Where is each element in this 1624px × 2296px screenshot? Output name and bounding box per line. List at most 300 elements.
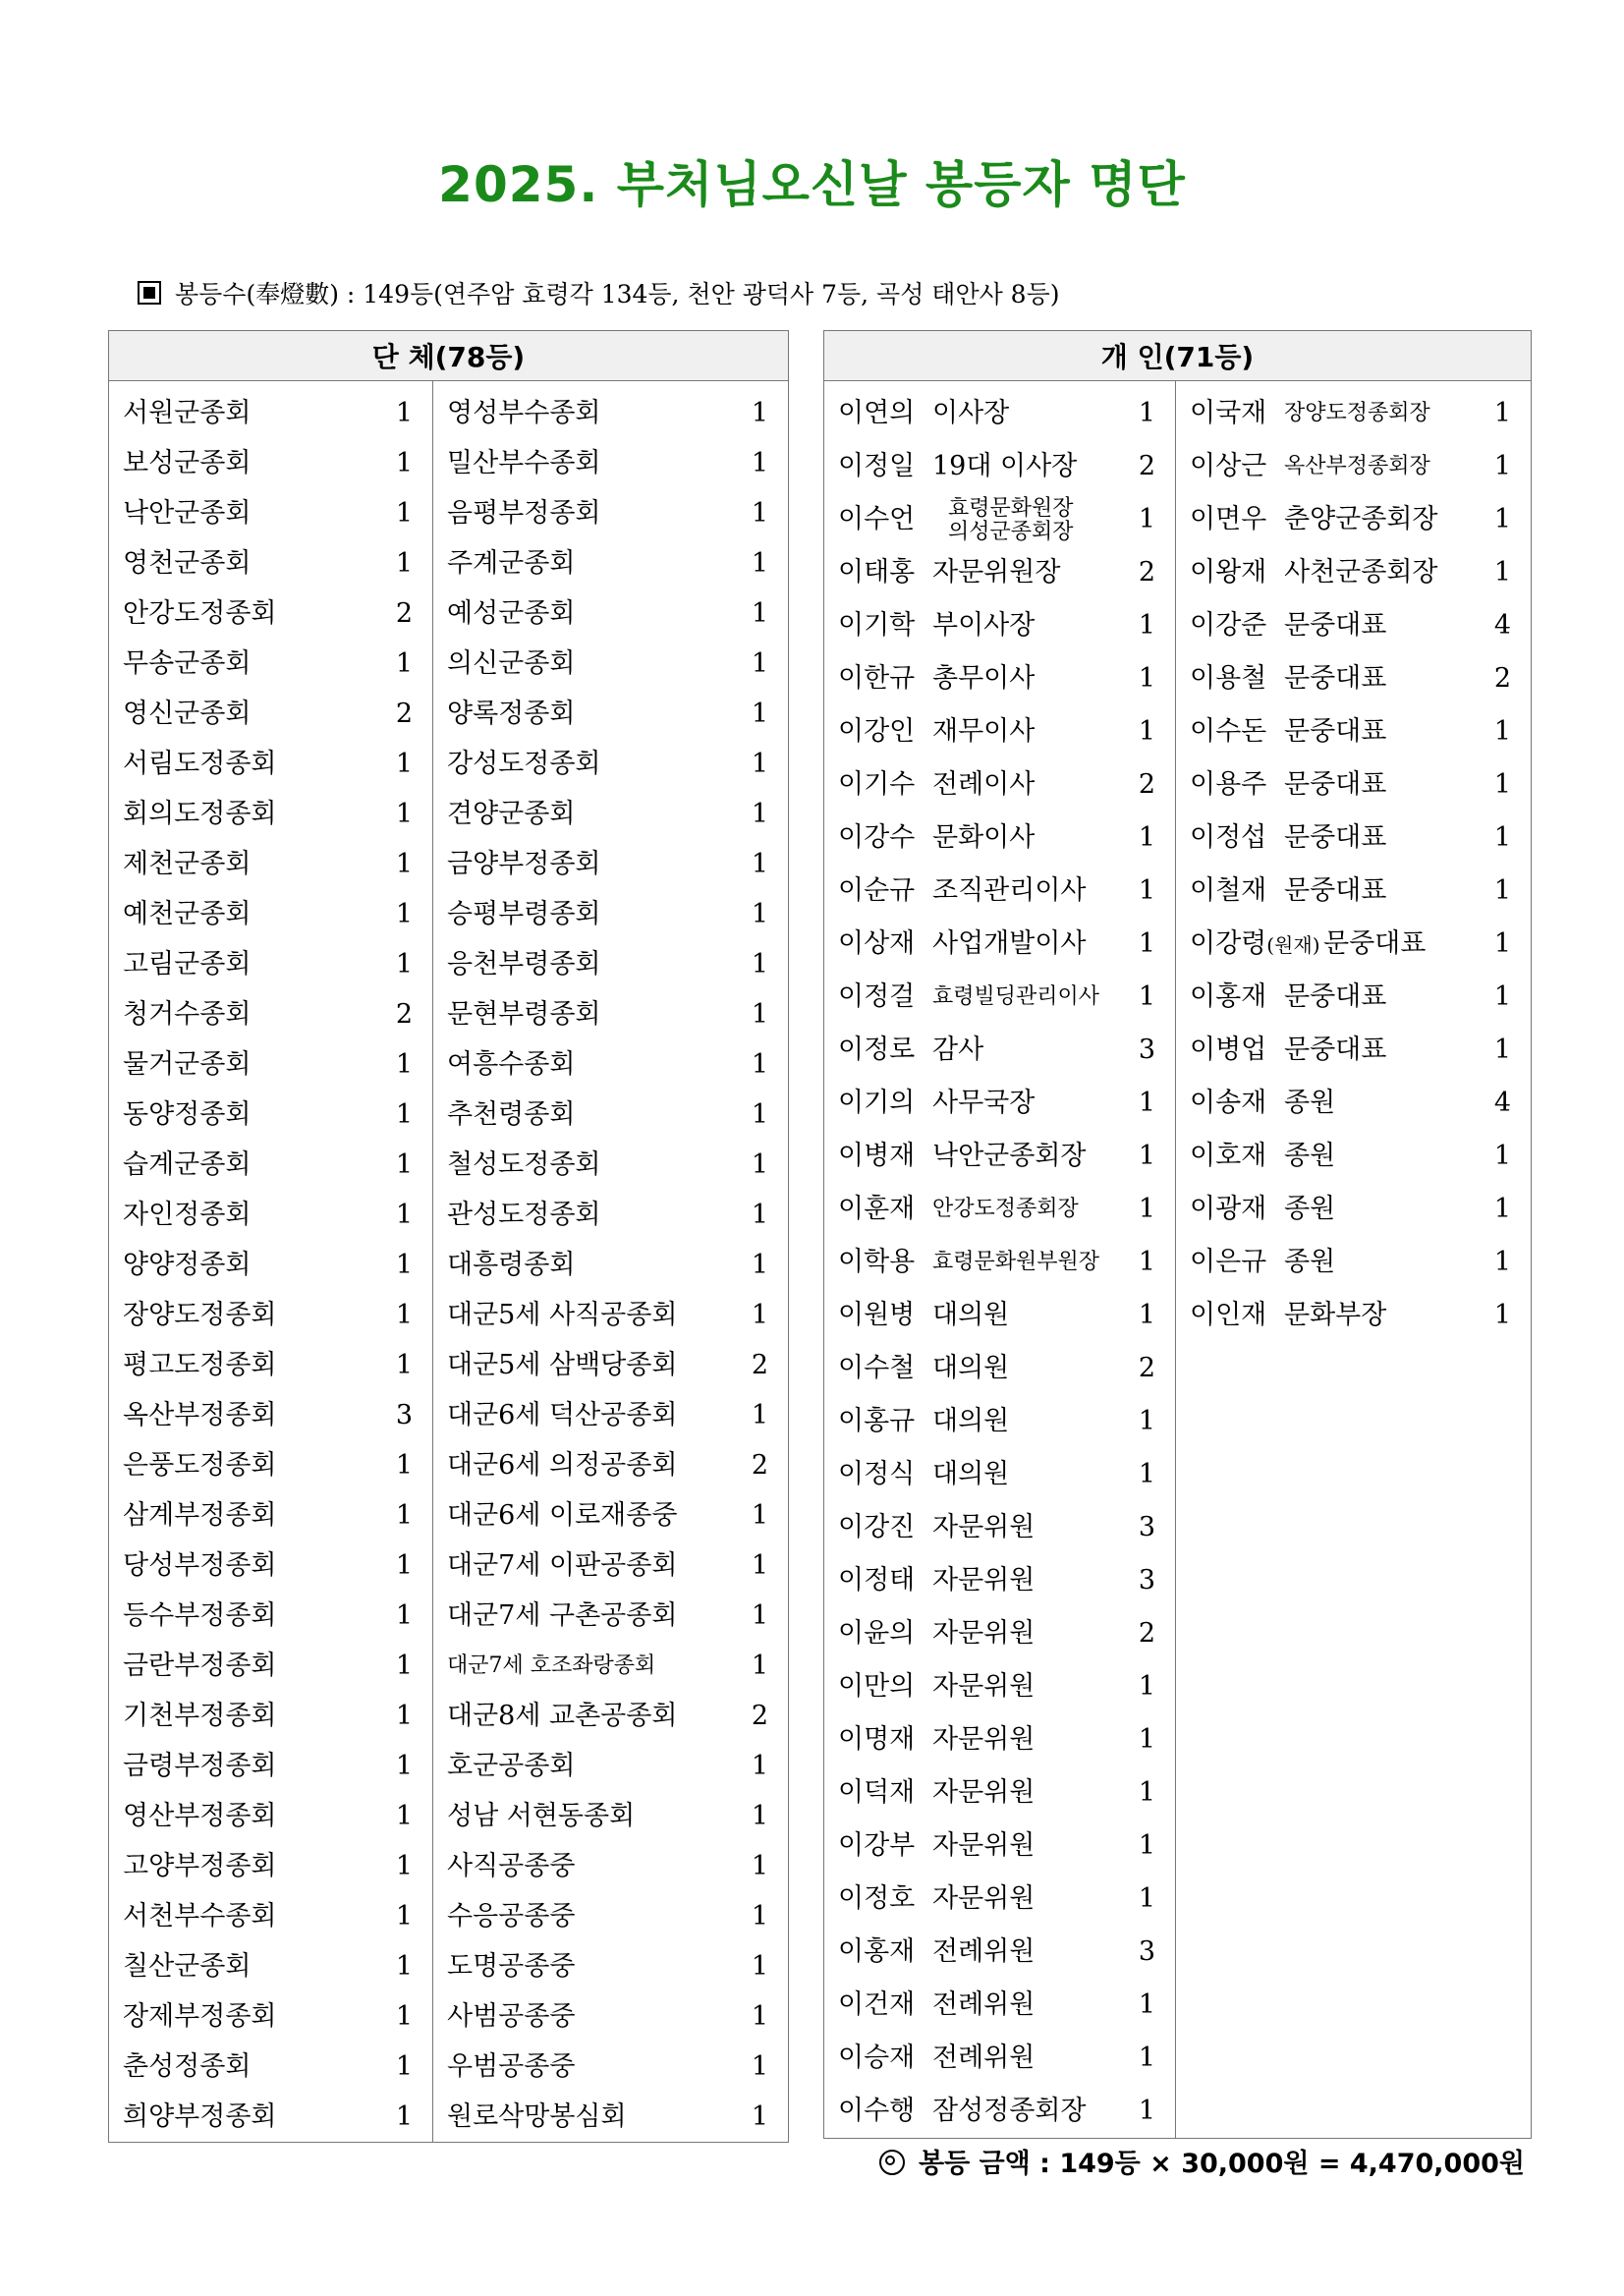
person-title: 문중대표 (1284, 875, 1387, 906)
lantern-count: 1 (395, 1751, 413, 1781)
group-row (109, 1841, 432, 1891)
person-title: 전례위원 (932, 1989, 1036, 2020)
lantern-count: 1 (751, 448, 769, 478)
group-name: 철성도정종회 (447, 1149, 601, 1180)
group-name: 대흥령종회 (447, 1250, 576, 1280)
lantern-count: 1 (395, 1250, 413, 1280)
person-title: 사천군종회장 (1284, 557, 1438, 588)
person-name: 이윤의 (838, 1618, 916, 1649)
lantern-count: 1 (751, 999, 769, 1030)
group-row (109, 1390, 432, 1440)
person-name: 이광재 (1190, 1194, 1267, 1224)
group-row (433, 989, 788, 1039)
individual-row (1176, 546, 1531, 599)
group-row (433, 1941, 788, 1991)
group-row (109, 1340, 432, 1390)
group-name: 서원군종회 (123, 398, 252, 428)
group-row (109, 1891, 432, 1941)
individual-row (824, 1820, 1175, 1873)
person-name: 이순규 (838, 875, 916, 906)
lantern-count: 1 (751, 1250, 769, 1280)
group-name: 금양부정종회 (447, 849, 601, 879)
lantern-count: 1 (1138, 928, 1155, 959)
group-row (109, 1440, 432, 1490)
group-row (433, 789, 788, 839)
lantern-count: 1 (751, 1901, 769, 1932)
lantern-count: 1 (1493, 1300, 1512, 1330)
person-title: 문중대표 (1284, 663, 1387, 694)
lantern-count: 1 (395, 1651, 413, 1681)
person-title: 장양도정종회장 (1284, 401, 1430, 425)
lantern-count: 3 (1138, 1512, 1155, 1542)
total-amount-text: 봉등 금액 : 149등 × 30,000원 = 4,470,000원 (919, 2149, 1525, 2179)
lantern-count: 1 (395, 1701, 413, 1731)
group-name: 삼계부정종회 (123, 1500, 277, 1531)
page-title: 2025. 부처님오신날 봉등자 명단 (438, 156, 1186, 213)
group-row (433, 438, 788, 488)
lantern-count: 1 (1493, 822, 1512, 853)
individual-row (1176, 812, 1531, 865)
group-row (109, 1540, 432, 1591)
group-row (109, 1140, 432, 1190)
individual-column-2 (1176, 381, 1532, 2139)
lantern-count: 1 (1493, 1194, 1512, 1224)
group-name: 관성도정종회 (447, 1200, 601, 1230)
person-name: 이상재 (838, 928, 916, 959)
individual-row (1176, 758, 1531, 812)
group-row (109, 1090, 432, 1140)
lantern-count: 2 (395, 598, 413, 629)
lantern-count: 1 (751, 949, 769, 980)
group-name: 양록정종회 (447, 699, 576, 729)
lantern-count: 1 (1493, 1247, 1512, 1277)
group-row (109, 1039, 432, 1090)
person-name: 이수돈 (1190, 716, 1267, 747)
person-name: 이한규 (838, 663, 916, 694)
group-row (433, 1791, 788, 1841)
person-name: 이면우 (1190, 504, 1267, 534)
group-name: 장양도정종회 (123, 1300, 277, 1330)
group-name: 물거군종회 (123, 1049, 252, 1080)
group-name: 청거수종회 (123, 999, 252, 1030)
person-name: 이은규 (1190, 1247, 1267, 1277)
person-name: 이정태 (838, 1565, 916, 1596)
lantern-count: 1 (1493, 875, 1512, 906)
lantern-count: 1 (1138, 1989, 1155, 2020)
individual-row (1176, 971, 1531, 1024)
lantern-count: 1 (751, 1951, 769, 1982)
lantern-count: 1 (1493, 504, 1512, 534)
group-name: 은풍도정종회 (123, 1450, 277, 1481)
lantern-count: 2 (1138, 1353, 1155, 1383)
group-row (433, 1540, 788, 1591)
lantern-count: 1 (751, 1099, 769, 1130)
person-title: 춘양군종회장 (1284, 504, 1438, 534)
lantern-count: 1 (751, 2101, 769, 2132)
lantern-count: 1 (1493, 769, 1512, 800)
lantern-count: 2 (751, 1350, 769, 1380)
group-row (433, 1390, 788, 1440)
lantern-count: 1 (395, 1149, 413, 1180)
person-name: 이기수 (838, 769, 916, 800)
person-name: 이수철 (838, 1353, 916, 1383)
lantern-count: 1 (751, 1651, 769, 1681)
lantern-count: 1 (1138, 1459, 1155, 1489)
group-row (433, 1691, 788, 1741)
group-name: 수응공종중 (447, 1901, 576, 1932)
individual-row (824, 1926, 1175, 1979)
group-name: 사범공종중 (447, 2001, 576, 2032)
group-row (109, 689, 432, 739)
group-row (433, 1240, 788, 1290)
group-name: 금란부정종회 (123, 1651, 277, 1681)
individual-row (824, 1024, 1175, 1077)
group-row (109, 1490, 432, 1540)
lantern-count: 1 (751, 598, 769, 629)
group-name: 대군5세 삼백당종회 (447, 1350, 678, 1380)
group-name: 도명공종중 (447, 1951, 576, 1982)
person-name: 이만의 (838, 1671, 916, 1702)
individual-row (1176, 387, 1531, 440)
individual-row (824, 1448, 1175, 1501)
lantern-count: 1 (751, 398, 769, 428)
person-title: 자문위원 (932, 1830, 1036, 1861)
lantern-count: 1 (395, 1951, 413, 1982)
person-name: 이병업 (1190, 1035, 1267, 1065)
person-name: 이홍재 (838, 1936, 916, 1967)
individual-row (824, 1873, 1175, 1926)
lantern-count: 1 (395, 1200, 413, 1230)
group-row (433, 1641, 788, 1691)
lantern-count: 1 (395, 799, 413, 829)
person-title: 문중대표 (1284, 822, 1387, 853)
lantern-count: 4 (1493, 1088, 1512, 1118)
lantern-count: 2 (1138, 1618, 1155, 1649)
person-name: 이강령(원재) (1190, 928, 1320, 959)
lantern-count: 1 (751, 1801, 769, 1831)
person-name: 이용주 (1190, 769, 1267, 800)
group-name: 회의도정종회 (123, 799, 277, 829)
lantern-count: 1 (751, 1149, 769, 1180)
individual-row (1176, 705, 1531, 758)
person-title: 문중대표 (1284, 769, 1387, 800)
group-row (433, 488, 788, 538)
lantern-count: 1 (1138, 1830, 1155, 1861)
lantern-count: 1 (751, 498, 769, 529)
lantern-count: 1 (1493, 451, 1512, 481)
lantern-count: 2 (1138, 451, 1155, 481)
individual-row (1176, 1236, 1531, 1289)
lantern-count: 1 (1138, 1883, 1155, 1914)
lantern-count: 1 (1138, 1194, 1155, 1224)
group-row (109, 588, 432, 639)
lantern-count: 1 (1138, 1300, 1155, 1330)
lantern-count: 1 (1138, 822, 1155, 853)
group-row (433, 1340, 788, 1390)
group-name: 양양정종회 (123, 1250, 252, 1280)
group-name: 옥산부정종회 (123, 1400, 277, 1430)
square-bullet-icon (138, 281, 161, 305)
group-name: 대군7세 호조좌랑종회 (447, 1653, 656, 1678)
person-name: 이정호 (838, 1883, 916, 1914)
group-row (433, 939, 788, 989)
group-name: 주계군종회 (447, 548, 576, 579)
group-name: 당성부정종회 (123, 1550, 277, 1581)
lantern-count: 1 (395, 648, 413, 679)
lantern-count: 2 (1493, 663, 1512, 694)
group-name: 고양부정종회 (123, 1851, 277, 1881)
lantern-count: 1 (1138, 875, 1155, 906)
group-name: 응천부령종회 (447, 949, 601, 980)
lantern-count: 1 (395, 1350, 413, 1380)
individual-donor-table (823, 330, 1532, 2139)
group-name: 춘성정종회 (123, 2051, 252, 2082)
individual-row (1176, 652, 1531, 705)
person-title: 문화이사 (932, 822, 1036, 853)
group-row (433, 889, 788, 939)
group-row (433, 1090, 788, 1140)
group-name: 무송군종회 (123, 648, 252, 679)
group-row (109, 388, 432, 438)
person-name: 이호재 (1190, 1141, 1267, 1171)
person-name: 이건재 (838, 1989, 916, 2020)
lantern-count: 1 (395, 448, 413, 478)
lantern-count: 1 (751, 1751, 769, 1781)
person-title-line: 효령문화원장 (948, 496, 1074, 521)
lantern-count: 1 (395, 2001, 413, 2032)
person-name: 이강수 (838, 822, 916, 853)
lantern-count: 1 (395, 1801, 413, 1831)
individual-row (824, 971, 1175, 1024)
summary-text: 봉등수(奉燈數) : 149등(연주암 효령각 134등, 천안 광덕사 7등, 곡성 태안사 8등) (175, 280, 1060, 308)
group-row (109, 1991, 432, 2042)
person-title: 전례이사 (932, 769, 1036, 800)
person-title: 문중대표 (1284, 716, 1387, 747)
individual-row (1176, 1289, 1531, 1342)
group-name: 습계군종회 (123, 1149, 252, 1180)
person-name: 이덕재 (838, 1777, 916, 1808)
lantern-count: 2 (751, 1450, 769, 1481)
lantern-count: 1 (395, 1600, 413, 1631)
individual-row (824, 1554, 1175, 1607)
group-row (433, 1140, 788, 1190)
group-name: 낙안군종회 (123, 498, 252, 529)
group-row (433, 1741, 788, 1791)
lantern-count: 1 (751, 1851, 769, 1881)
person-name: 이정일 (838, 451, 916, 481)
group-name: 대군8세 교촌공종회 (447, 1701, 678, 1731)
lantern-count: 1 (751, 2001, 769, 2032)
lantern-count: 1 (1138, 1671, 1155, 1702)
group-name: 희양부정종회 (123, 2101, 277, 2132)
group-row (109, 1691, 432, 1741)
person-title: 잠성정종회장 (932, 2096, 1087, 2126)
lantern-count: 1 (395, 1851, 413, 1881)
group-name: 서천부수종회 (123, 1901, 277, 1932)
individual-row (1176, 918, 1531, 971)
individual-row (824, 599, 1175, 652)
group-name: 제천군종회 (123, 849, 252, 879)
group-row (109, 1591, 432, 1641)
individual-row (824, 1289, 1175, 1342)
lantern-count: 1 (1138, 663, 1155, 694)
lantern-count: 1 (395, 1500, 413, 1531)
group-row (433, 388, 788, 438)
individual-row (824, 918, 1175, 971)
group-name: 승평부령종회 (447, 899, 601, 929)
individual-row (824, 812, 1175, 865)
lantern-count: 1 (1138, 1088, 1155, 1118)
person-title: 총무이사 (932, 663, 1036, 694)
person-name: 이정식 (838, 1459, 916, 1489)
group-row (109, 1791, 432, 1841)
group-row (433, 538, 788, 588)
individual-row (1176, 1130, 1531, 1183)
individual-row (824, 1077, 1175, 1130)
lantern-count: 1 (751, 799, 769, 829)
group-name: 영산부정종회 (123, 1801, 277, 1831)
lantern-count: 1 (395, 548, 413, 579)
person-name: 이수행 (838, 2096, 916, 2126)
lantern-count: 1 (1138, 716, 1155, 747)
individual-row (1176, 1183, 1531, 1236)
lantern-count: 1 (395, 1099, 413, 1130)
person-title: 자문위원장 (932, 557, 1061, 588)
person-name: 이기학 (838, 610, 916, 641)
group-row (109, 739, 432, 789)
group-row (109, 1240, 432, 1290)
group-row (433, 1290, 788, 1340)
group-row (109, 438, 432, 488)
individual-row (824, 1607, 1175, 1660)
person-title: 사무국장 (932, 1088, 1036, 1118)
group-row (433, 1039, 788, 1090)
lantern-count: 1 (1493, 928, 1512, 959)
person-title: 자문위원 (932, 1512, 1036, 1542)
group-name: 대군7세 구촌공종회 (447, 1600, 678, 1631)
group-row (109, 1190, 432, 1240)
lantern-count: 1 (395, 1049, 413, 1080)
person-title: 문화부장 (1284, 1300, 1387, 1330)
group-row (109, 1290, 432, 1340)
individual-row (1176, 440, 1531, 493)
person-title: 낙안군종회장 (932, 1141, 1087, 1171)
group-name: 영천군종회 (123, 548, 252, 579)
person-name: 이인재 (1190, 1300, 1267, 1330)
lantern-count: 1 (1493, 716, 1512, 747)
lantern-count: 1 (751, 1300, 769, 1330)
individual-row (824, 1236, 1175, 1289)
group-name: 고림군종회 (123, 949, 252, 980)
lantern-count: 1 (1138, 504, 1155, 534)
group-row (433, 639, 788, 689)
person-title: 대의원 (932, 1459, 1010, 1489)
group-name: 문현부령종회 (447, 999, 601, 1030)
group-donor-table (108, 330, 789, 2143)
individual-row (824, 1501, 1175, 1554)
group-name: 성남 서현동종회 (447, 1801, 636, 1831)
lantern-count: 1 (1138, 2043, 1155, 2073)
group-row (433, 1841, 788, 1891)
lantern-count: 1 (1493, 1141, 1512, 1171)
lantern-count: 1 (1493, 398, 1512, 428)
person-name: 이기의 (838, 1088, 916, 1118)
total-amount (879, 2142, 1525, 2180)
group-row (109, 989, 432, 1039)
individual-row (1176, 865, 1531, 918)
person-name: 이승재 (838, 2043, 916, 2073)
lantern-count: 1 (751, 1500, 769, 1531)
group-name: 사직공종중 (447, 1851, 576, 1881)
group-name: 금령부정종회 (123, 1751, 277, 1781)
group-row (109, 1641, 432, 1691)
person-name: 이정로 (838, 1035, 916, 1065)
individual-row (824, 865, 1175, 918)
person-title: 조직관리이사 (932, 875, 1087, 906)
person-title: 종원 (1284, 1247, 1336, 1277)
group-name: 칠산군종회 (123, 1951, 252, 1982)
group-name: 영성부수종회 (447, 398, 601, 428)
group-row (433, 588, 788, 639)
person-name: 이홍재 (1190, 981, 1267, 1012)
lantern-count: 1 (395, 1550, 413, 1581)
group-row (433, 1440, 788, 1490)
person-name: 이강진 (838, 1512, 916, 1542)
group-row (433, 1490, 788, 1540)
individual-row (824, 546, 1175, 599)
person-title: 전례위원 (932, 1936, 1036, 1967)
lantern-count: 1 (751, 849, 769, 879)
individual-row (1176, 493, 1531, 546)
person-title: 사업개발이사 (932, 928, 1087, 959)
lantern-count: 1 (1493, 981, 1512, 1012)
lantern-count: 1 (1138, 1141, 1155, 1171)
person-title: 종원 (1284, 1141, 1336, 1171)
individual-row (1176, 1077, 1531, 1130)
lantern-count: 1 (1138, 1777, 1155, 1808)
person-title-line: 의성군종회장 (948, 520, 1074, 544)
person-name: 이수언 (838, 504, 916, 534)
group-name: 추천령종회 (447, 1099, 576, 1130)
group-row (109, 789, 432, 839)
lantern-count: 2 (1138, 557, 1155, 588)
group-name: 기천부정종회 (123, 1701, 277, 1731)
group-name: 안강도정종회 (123, 598, 277, 629)
lantern-count: 2 (395, 699, 413, 729)
lantern-count: 1 (395, 749, 413, 779)
person-name: 이강부 (838, 1830, 916, 1861)
person-title: 옥산부정종회장 (1284, 454, 1430, 478)
person-name: 이훈재 (838, 1194, 916, 1224)
lantern-count: 1 (395, 2101, 413, 2132)
lantern-count: 1 (751, 548, 769, 579)
lantern-count: 1 (751, 1600, 769, 1631)
lantern-count: 1 (395, 1901, 413, 1932)
group-name: 견양군종회 (447, 799, 576, 829)
person-name: 이강준 (1190, 610, 1267, 641)
individual-row (824, 705, 1175, 758)
group-row (109, 889, 432, 939)
person-name: 이학용 (838, 1247, 916, 1277)
lantern-count: 1 (751, 749, 769, 779)
lantern-count: 3 (1138, 1035, 1155, 1065)
group-name: 밀산부수종회 (447, 448, 601, 478)
person-title: 자문위원 (932, 1777, 1036, 1808)
person-name: 이왕재 (1190, 557, 1267, 588)
individual-row (1176, 599, 1531, 652)
group-row (433, 739, 788, 789)
group-name: 여흥수종회 (447, 1049, 576, 1080)
